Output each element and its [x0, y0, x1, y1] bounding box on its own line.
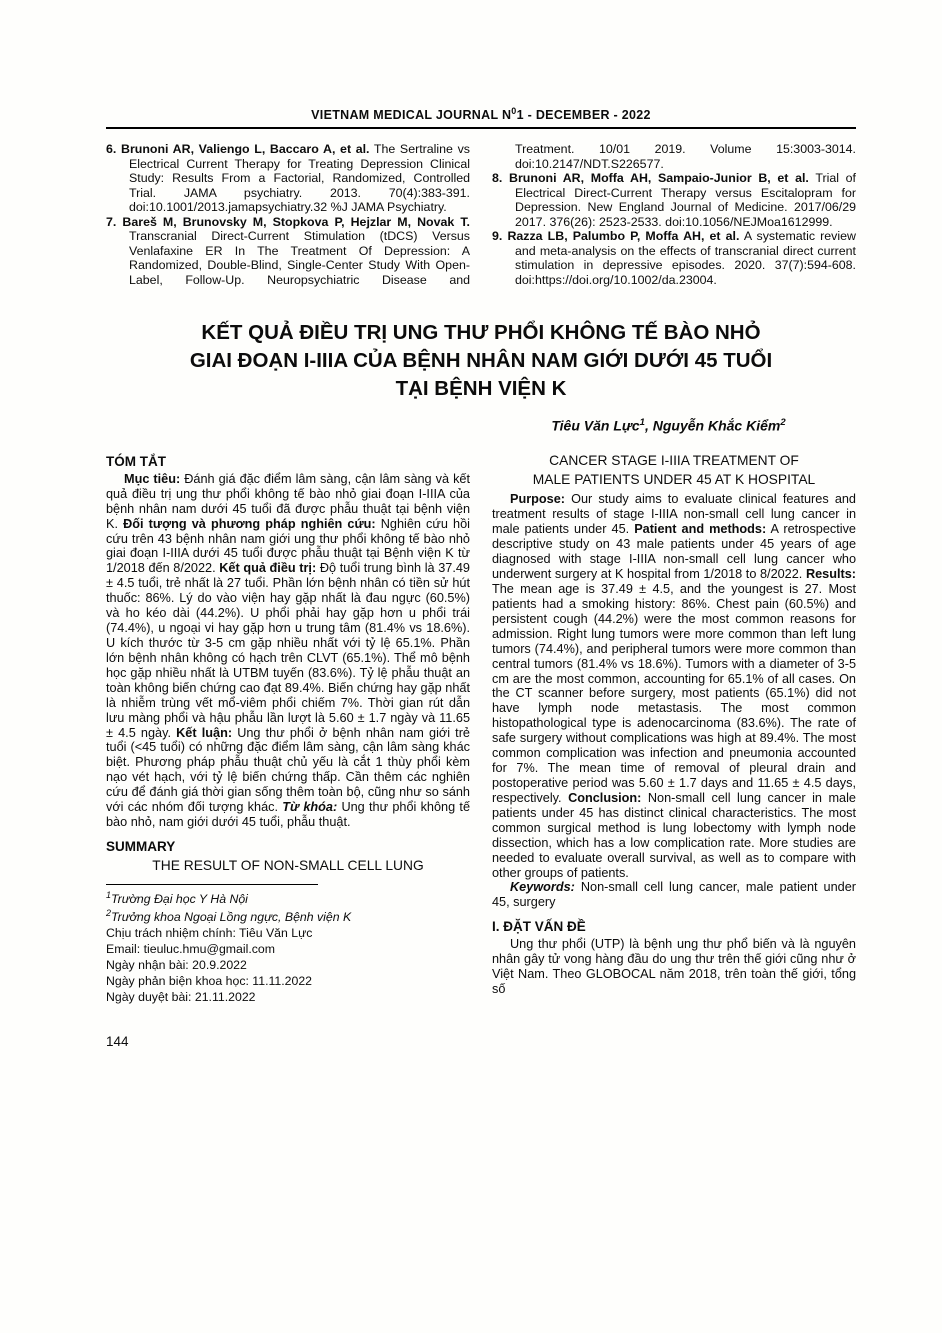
reference-item-7 — [106, 215, 470, 288]
references-section — [106, 142, 856, 287]
reference-number: 9. — [492, 229, 503, 244]
keywords-label: Keywords: — [510, 880, 575, 895]
author-2-affiliation-mark: 2 — [780, 417, 786, 429]
abstract-en-label-methods: Patient and methods: — [634, 522, 767, 537]
date-accepted: Ngày duyệt bài: 21.11.2022 — [106, 989, 256, 1004]
author-1-name: Tiêu Văn Lực — [551, 417, 640, 434]
abstract-en-text-purpose: Our study aims to evaluate clinical features and treatment results of stage I-IIIA non-small cell lung cancer in male patients under 45. — [492, 492, 856, 537]
reference-number: 8. — [492, 171, 503, 186]
keywords-english — [492, 880, 856, 910]
introduction-heading: I. ĐẶT VẤN ĐỀ — [492, 919, 586, 935]
reference-item-9 — [492, 229, 856, 287]
abstract-vi-text-ket-luan: Ung thư phổi ở bệnh nhân nam giới trẻ tuổi (<45 tuổi) có những đặc điểm lâm sàng, cận lâm sàng khác biệt. Phương pháp phẫu thuật chủ yếu là cắt 1 thùy phổi kèm nạo vét hạch, với tỷ lệ biến chứng thấp. Cần thêm các nghiên cứu để đánh giá thời gian sống thêm toàn bộ, cũng như so sánh với các nhóm đối tượng khác. — [106, 725, 470, 815]
abstract-en-text-methods: A retrospective descriptive study on 43 male patients under 45 years of age diagnosed with stage I-IIIA non-small cell lung cancer who underwent surgery at K hospital from 1/2018 to 8/2022. — [492, 522, 856, 582]
reference-number: 6. — [106, 142, 117, 157]
journal-name: VIETNAM MEDICAL JOURNAL N — [311, 108, 512, 123]
abstract-vi-heading: TÓM TẮT — [106, 453, 166, 469]
author-1-affiliation-mark: 1 — [639, 417, 645, 429]
authors-separator: , — [644, 417, 653, 434]
abstract-english — [492, 492, 856, 880]
article-title-line-1: KẾT QUẢ ĐIỀU TRỊ UNG THƯ PHỔI KHÔNG TẾ BÀO NHỎ — [201, 321, 761, 345]
contact-email: Email: tieuluc.hmu@gmail.com — [106, 941, 275, 956]
english-title-part-1: THE RESULT OF NON-SMALL CELL LUNG — [152, 857, 424, 873]
abstract-en-text-results: The mean age is 37.49 ± 4.5, and the youngest is 27. Most patients had a smoking history: 86%. Chest pain (60.5%) and persistent cough (44.2%) were the most common reasons for admission. Right lung tumors were more common than left lung tumors (74.4%), and peripheral tumors were more common than central tumors (81.4% vs 18.6%). Tumors with a diameter of 3-5 cm are the most common, accounting for 65.1% of all cases. On the CT scanner before surgery, most patients (65.1%) did not have lymph node metastasis. The most common histopathological type is adenocarcinoma (83.6%). The rate of safe surgery without complications was high at 89.4%. The most common complication was infection and pneumonia accounted for 7%. The mean time of removal of pleural drain and postoperative period was 5.60 ± 1.7 days and 11.65 ± 4.5 days, respectively. — [492, 582, 856, 805]
abstract-vi-keywords-text: Ung thư phổi không tế bào nhỏ, nam giới dưới 45 tuổi, phẫu thuật. — [106, 800, 470, 830]
running-header — [106, 106, 856, 129]
abstract-vi-label-doi-tuong: Đối tượng và phương pháp nghiên cứu: — [123, 516, 376, 531]
footnote-block — [106, 876, 470, 1006]
abstract-vi-label-muc-tieu: Mục tiêu: — [124, 471, 181, 486]
right-column — [492, 452, 856, 1006]
english-title-part-2-line-1: CANCER STAGE I-IIIA TREATMENT OF — [549, 452, 799, 468]
abstract-vietnamese — [106, 472, 470, 830]
reference-authors: Brunoni AR, Moffa AH, Sampaio-Junior B, et al. — [509, 171, 809, 186]
issue-number-superscript: 0 — [511, 106, 517, 116]
reference-7-continuation: Treatment. 10/01 2019. Volume 15:3003-3014. doi:10.2147/NDT.S226577. — [515, 142, 856, 171]
references-right-column — [492, 142, 856, 287]
abstract-en-text-conclusion: Non-small cell lung cancer in male patients under 45 has distinct clinical characteristics. The most common surgical method is lung lobectomy with lymph node dissection, which has a low complication rate. More studies are needed to evaluate overall survival, as well as to compare with other groups of patients. — [492, 790, 856, 880]
author-2-name: Nguyễn Khắc Kiểm — [652, 417, 781, 434]
article-title-line-2: GIAI ĐOẠN I-IIIA CỦA BỆNH NHÂN NAM GIỚI DƯỚI 45 TUỔI — [189, 348, 773, 372]
affiliation-1 — [106, 890, 470, 908]
corresponding-author: Chịu trách nhiệm chính: Tiêu Văn Lực — [106, 925, 313, 940]
reference-authors: Bareš M, Brunovsky M, Stopkova P, Hejzlar M, Novak T. — [122, 214, 470, 229]
abstract-en-label-purpose: Purpose: — [510, 492, 565, 507]
summary-heading: SUMMARY — [106, 838, 176, 854]
body-columns — [106, 452, 856, 1006]
abstract-en-label-conclusion: Conclusion: — [568, 790, 642, 805]
affiliation-2-mark: 2 — [106, 907, 112, 918]
left-column — [106, 452, 470, 1006]
authors-line — [481, 417, 856, 434]
article-title-line-3: TẠI BỆNH VIỆN K — [395, 376, 567, 400]
affiliation-2-text: Trưởng khoa Ngoại Lồng ngực, Bệnh viện K — [111, 909, 352, 924]
affiliation-1-mark: 1 — [106, 889, 112, 900]
abstract-en-label-results: Results: — [805, 567, 856, 582]
reference-item-8 — [492, 171, 856, 229]
keywords-text: Non-small cell lung cancer, male patient under 45, surgery — [492, 880, 856, 910]
reference-item-6 — [106, 142, 470, 215]
abstract-vi-text-muc-tieu: Đánh giá đặc điểm lâm sàng, cận lâm sàng và kết quả điều trị ung thư phổi không tế bào nhỏ giai đoạn I-IIIA của bệnh nhân nam dưới 45 tuổi đã được phẫu thuật tại bệnh viện K. — [106, 471, 471, 531]
abstract-vi-text-ket-qua: Độ tuổi trung bình là 37.49 ± 4.5 tuổi, trẻ nhất là 27 tuổi. Phần lớn bệnh nhân có tiền sử hút thuốc: 86%. Lý do vào viện hay gặp nhất là đau ngực (60.5%) và ho kéo dài (44.2%). U phổi phải hay gặp hơn u phổi trái (74.4%), u ngoại vi hay gặp hơn u trung tâm (81.4% vs 18.6%). U kích thước từ 3-5 cm gặp nhiều nhất với tỷ lệ 65.1%. Phần lớn bệnh nhân không có hạch trên CLVT (65.1%). Thể mô bệnh học gặp nhiều nhất là UTBM tuyến (83.6%). Tỷ lệ phẫu thuật an toàn không biến chứng cao đạt 89.4%. Biến chứng hay gặp nhất là nhiễm trùng vết mổ-viêm phổi chiếm 7%. Thời gian rút dẫn lưu màng phổi và hậu phẫu lần lượt là 5.60 ± 1.7 ngày và 11.65 ± 4.5 ngày. — [106, 561, 470, 740]
abstract-vi-keywords-label: Từ khóa: — [282, 800, 338, 815]
reference-text: The Sertraline vs Electrical Current Therapy for Treating Depression Clinical Study: Results From a Factorial, Randomized, Controlled Trial. JAMA psychiatry. 2013. 70(4):383-391. doi:10.1001/2013.jamapsychiatry.32 %J JAMA Psychiatry. — [129, 142, 470, 215]
article-title — [106, 319, 856, 402]
references-left-column — [106, 142, 470, 287]
issue-date: 1 - DECEMBER - 2022 — [516, 108, 651, 123]
reference-authors: Razza LB, Palumbo P, Moffa AH, et al. — [507, 229, 740, 244]
reference-number: 7. — [106, 214, 117, 229]
reference-authors: Brunoni AR, Valiengo L, Baccaro A, et al. — [121, 142, 370, 157]
footnote-rule — [106, 884, 318, 885]
reference-text: A systematic review and meta-analysis on the effects of transcranial direct current stimulation in depressive episodes. 2020. 37(7):594-608. doi:https://doi.org/10.1002/da.23004. — [515, 229, 856, 287]
abstract-vi-label-ket-qua: Kết quả điều trị: — [219, 561, 317, 576]
introduction-paragraph: Ung thư phổi (UTP) là bệnh ung thư phổ biến và là nguyên nhân gây tử vong hàng đầu do ung thư trên thế giới cũng như ở Việt Nam. Theo GLOBOCAL năm 2018, trên toàn thế giới, tổng số — [492, 937, 856, 997]
page-number: 144 — [106, 1033, 129, 1049]
date-reviewed: Ngày phản biện khoa học: 11.11.2022 — [106, 973, 313, 988]
abstract-vi-text-doi-tuong: Nghiên cứu hồi cứu trên 43 bệnh nhân nam giới ung thư phổi không tế bào nhỏ giai đoạn I-IIIA dưới 45 tuổi được phẫu thuật tại Bệnh viện K từ 1/2018 đến 8/2022. — [106, 516, 470, 576]
date-received: Ngày nhận bài: 20.9.2022 — [106, 957, 247, 972]
reference-text: Transcranial Direct-Current Stimulation (tDCS) Versus Venlafaxine ER In The Treatment Of Depression: A Randomized, Double-Blind, Single-Center Study With Open-Label, Follow-Up. Neuropsychiatric Disease and — [129, 229, 470, 287]
affiliation-2 — [106, 908, 470, 926]
reference-text: Trial of Electrical Direct-Current Therapy versus Escitalopram for Depression. New England Journal of Medicine. 2017/06/29 2017. 376(26): 2523-2533. doi:10.1056/NEJMoa1612999. — [515, 171, 856, 229]
affiliation-1-text: Trường Đại học Y Hà Nội — [111, 891, 248, 906]
english-title-part-2-line-2: MALE PATIENTS UNDER 45 AT K HOSPITAL — [532, 471, 816, 487]
abstract-vi-label-ket-luan: Kết luận: — [176, 725, 233, 740]
